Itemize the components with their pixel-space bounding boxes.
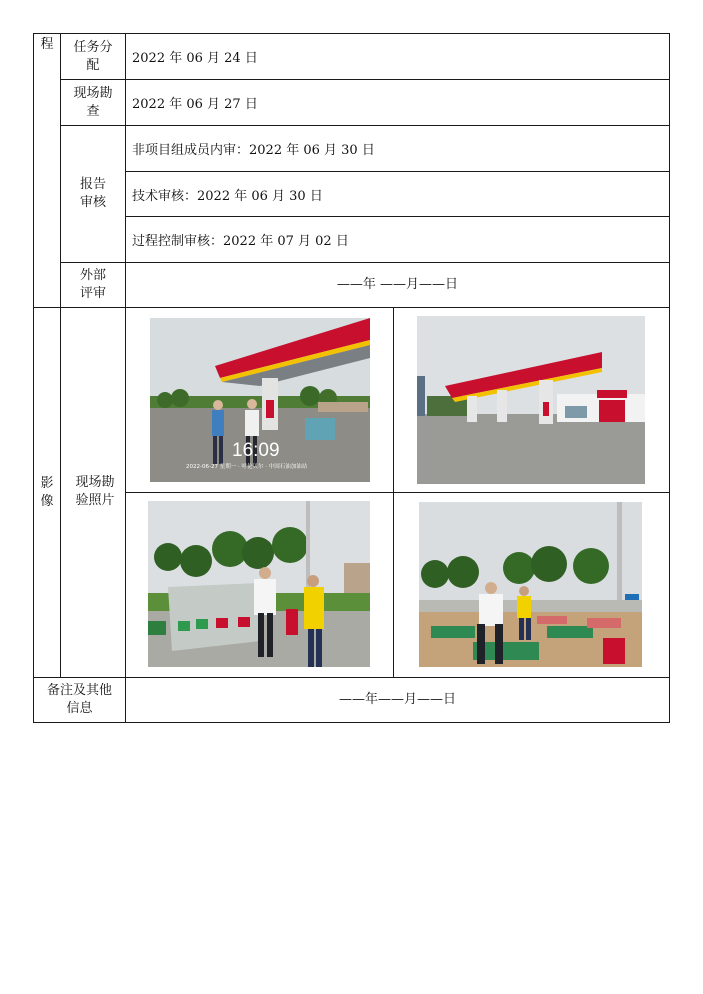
- photo-time-overlay: 16:09: [232, 440, 280, 461]
- tech-review-text: 技术审核：2022 年 06 月 30 日: [132, 188, 323, 204]
- process-control-review-cell: [125, 216, 670, 263]
- photos-label: 现场勘验照片: [75, 475, 115, 508]
- internal-review-cell: [125, 125, 670, 172]
- site-survey-value-cell: [125, 79, 670, 126]
- process-control-review-text: 过程控制审核：2022 年 07 月 02 日: [132, 234, 349, 249]
- external-review-value-cell: [125, 262, 670, 308]
- images-side-label: 影像: [40, 475, 54, 509]
- remarks-date: ——年——月——日: [338, 692, 456, 707]
- remarks-label-cell: [33, 677, 126, 723]
- task-assign-value-cell: [125, 33, 670, 80]
- site-survey-label-cell: [60, 79, 126, 126]
- task-assign-label: 任务分配: [73, 39, 113, 73]
- site-photo-2: [417, 316, 645, 484]
- images-side-cell: [33, 307, 61, 678]
- internal-review-text: 非项目组成员内审：2022 年 06 月 30 日: [132, 143, 375, 158]
- remarks-value-cell: [125, 677, 670, 723]
- site-photo-3: [148, 501, 370, 667]
- report-review-label-cell: [60, 125, 126, 263]
- external-review-date: ——年 ——月——日: [336, 277, 459, 292]
- external-review-label: 外部评审: [79, 268, 106, 301]
- site-photo-4: [419, 502, 642, 667]
- task-assign-label-cell: [60, 33, 126, 80]
- process-side-cell: [33, 33, 61, 308]
- photo-caption-overlay: 2022-06-27 星期一 · 呼伦贝尔 · 中国石油加油站: [186, 464, 308, 470]
- site-photo-1: [150, 318, 370, 482]
- remarks-label: 备注及其他信息: [46, 683, 112, 716]
- process-side-label: 程: [40, 37, 54, 52]
- site-survey-date: 2022 年 06 月 27 日: [132, 97, 258, 112]
- external-review-label-cell: [60, 262, 126, 308]
- report-review-label: 报告审核: [79, 177, 106, 210]
- site-survey-label: 现场勘查: [73, 85, 113, 119]
- photos-label-cell: [60, 307, 126, 678]
- task-assign-date: 2022 年 06 月 24 日: [132, 51, 258, 66]
- tech-review-cell: [125, 171, 670, 217]
